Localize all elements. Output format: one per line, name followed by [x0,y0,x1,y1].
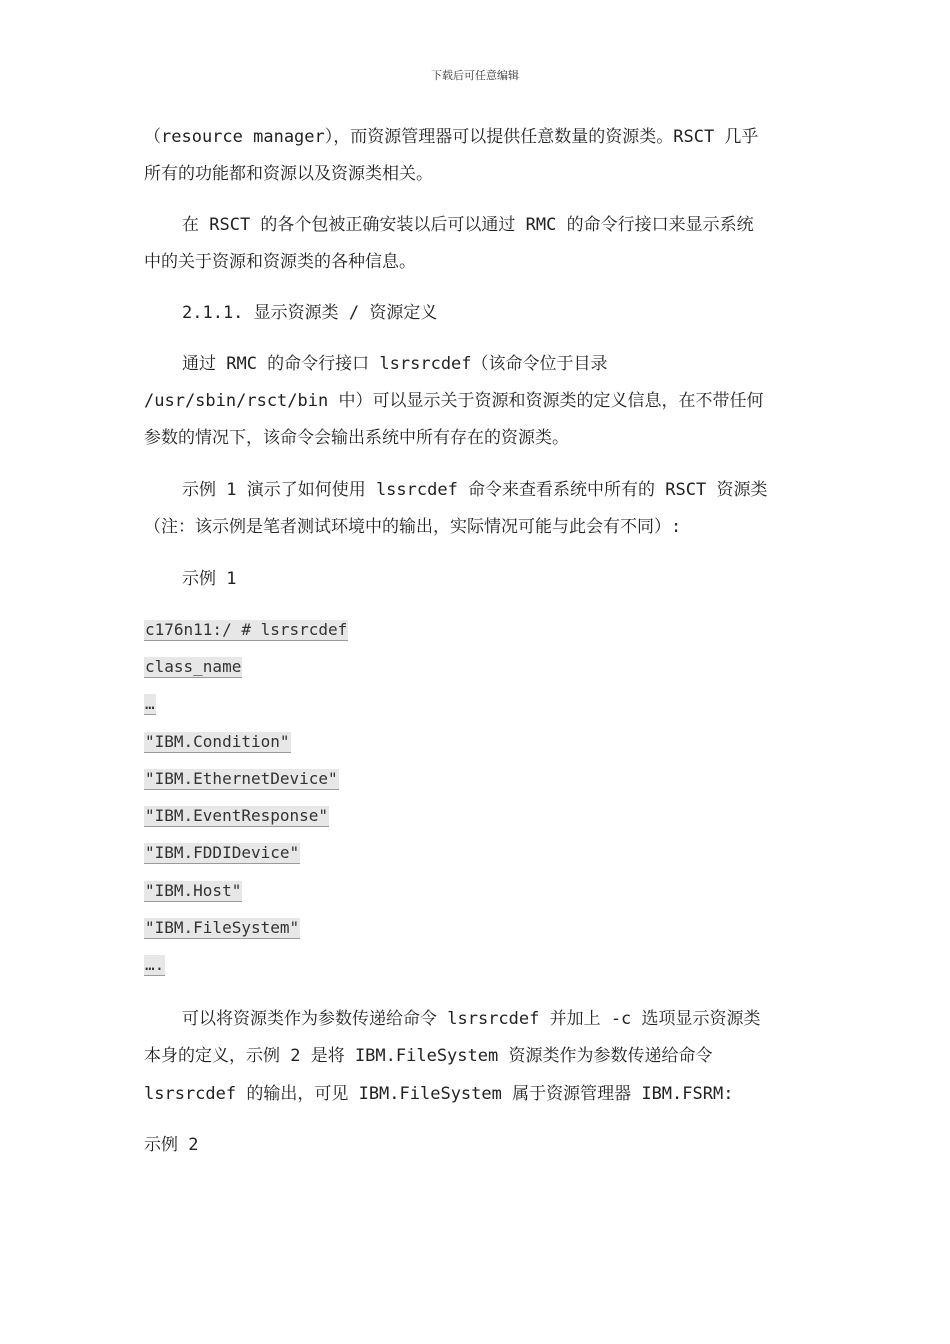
paragraph-2-line-1: 在 RSCT 的各个包被正确安装以后可以通过 RMC 的命令行接口来显示系统 [182,215,754,235]
code-line: class_name [145,657,242,676]
page-header: 下载后可任意编辑 [431,69,519,82]
code-line: "IBM.FileSystem" [145,918,300,937]
code-line: … [145,694,155,713]
code-line: "IBM.FDDIDevice" [145,843,300,862]
paragraph-3-line-1: 通过 RMC 的命令行接口 lsrsrcdef（该命令位于目录 [182,354,608,374]
paragraph-4-line-2: （注：该示例是笔者测试环境中的输出，实际情况可能与此会有不同）: [144,517,682,537]
paragraph-5-line-1: 可以将资源类作为参数传递给命令 lsrsrcdef 并加上 -c 选项显示资源类 [182,1009,761,1029]
code-line: "IBM.EthernetDevice" [145,769,338,788]
example-2-label: 示例 2 [144,1135,199,1155]
paragraph-5-line-3: lsrsrcdef 的输出，可见 IBM.FileSystem 属于资源管理器 IBM.FSRM: [144,1084,734,1104]
section-heading: 2.1.1. 显示资源类 / 资源定义 [182,303,438,323]
example-1-label: 示例 1 [182,569,237,589]
code-line: c176n11:/ # lsrsrcdef [145,620,348,639]
code-line: "IBM.Condition" [145,732,290,751]
paragraph-4-line-1: 示例 1 演示了如何使用 lssrcdef 命令来查看系统中所有的 RSCT 资源类 [182,480,768,500]
code-line: "IBM.EventResponse" [145,806,329,825]
paragraph-3-line-3: 参数的情况下，该命令会输出系统中所有存在的资源类。 [144,428,569,448]
paragraph-1-line-2: 所有的功能都和资源以及资源类相关。 [144,164,433,184]
paragraph-2-line-2: 中的关于资源和资源类的各种信息。 [144,252,416,272]
paragraph-3-line-2: /usr/sbin/rsct/bin 中）可以显示关于资源和资源类的定义信息，在不带任何 [144,391,764,411]
paragraph-1-line-1: （resource manager），而资源管理器可以提供任意数量的资源类。RSCT 几乎 [144,127,759,147]
code-line: "IBM.Host" [145,881,242,900]
paragraph-5-line-2: 本身的定义，示例 2 是将 IBM.FileSystem 资源类作为参数传递给命令 [144,1046,713,1066]
code-line: …. [145,955,165,974]
